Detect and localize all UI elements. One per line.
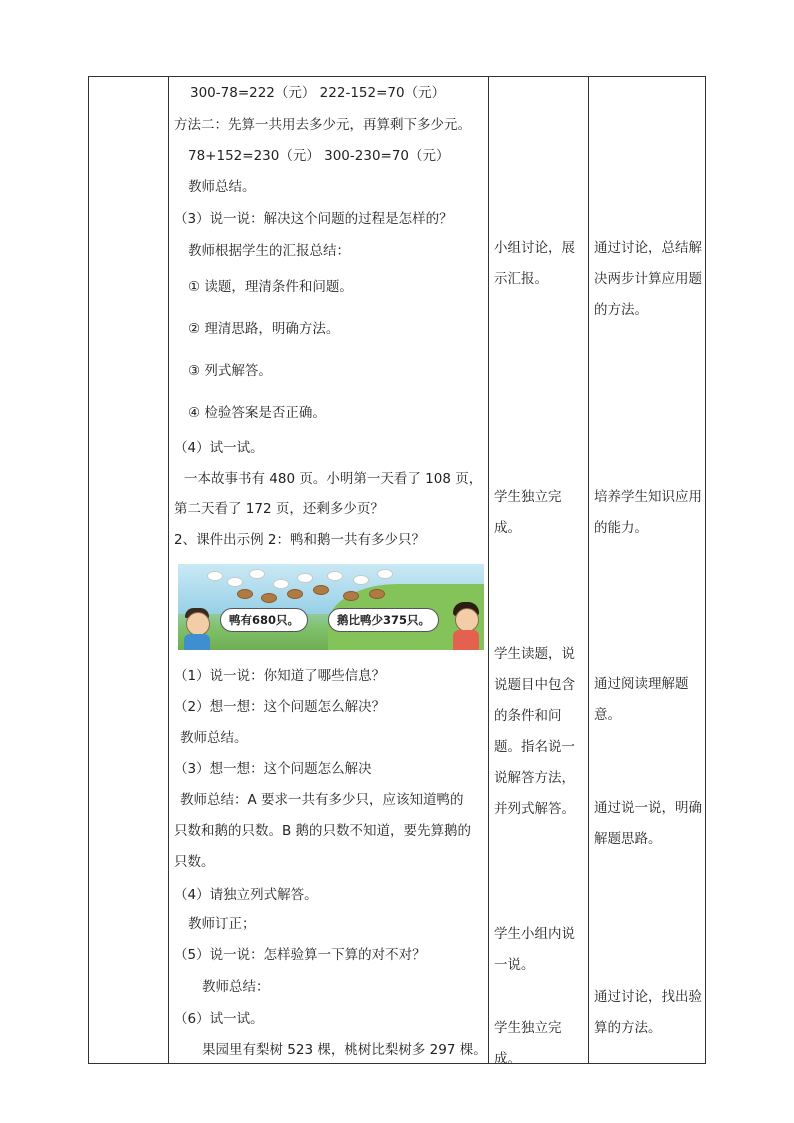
exercise-text-1: 一本故事书有 480 页。小明第一天看了 108 页， bbox=[184, 471, 483, 487]
goose-icon bbox=[274, 580, 288, 588]
summary-step-1: ① 读题，理清条件和问题。 bbox=[188, 279, 353, 295]
goose-icon bbox=[354, 576, 368, 584]
girl-icon bbox=[455, 608, 479, 632]
speech-bubble-geese: 鹅比鸭少375只。 bbox=[328, 608, 439, 632]
design-purpose-5: 通过讨论，找出验算的方法。 bbox=[594, 989, 702, 1036]
method-two-text: 方法二：先算一共用去多少元，再算剩下多少元。 bbox=[174, 117, 471, 133]
design-purpose-1: 通过讨论，总结解决两步计算应用题的方法。 bbox=[594, 240, 702, 318]
duck-icon bbox=[262, 594, 276, 602]
teacher-summary-b: 只数和鹅的只数。B 鹅的只数不知道，要先算鹅的 bbox=[174, 823, 472, 839]
goose-icon bbox=[378, 570, 392, 578]
duck-icon bbox=[344, 592, 358, 600]
step-5-prompt: （5）说一说：怎样验算一下算的对不对？ bbox=[174, 947, 426, 963]
step-3-prompt: （3）说一说：解决这个问题的过程是怎样的？ bbox=[174, 211, 453, 227]
teacher-summary-2: 教师总结： bbox=[202, 979, 270, 995]
step-4-prompt: （4）请独立列式解答。 bbox=[174, 887, 318, 903]
design-purpose-4: 通过说一说，明确解题思路。 bbox=[594, 800, 702, 847]
exercise-text-3: 果园里有梨树 523 棵，桃树比梨树多 297 棵。 bbox=[202, 1042, 487, 1058]
goose-icon bbox=[328, 572, 342, 580]
goose-icon bbox=[298, 574, 312, 582]
example-2-title: 2、课件出示例 2：鸭和鹅一共有多少只？ bbox=[174, 532, 425, 548]
speech-bubble-ducks: 鸭有680只。 bbox=[220, 608, 308, 632]
goose-icon bbox=[250, 570, 264, 578]
girl-shirt bbox=[453, 630, 479, 650]
teacher-summary-intro: 教师根据学生的汇报总结： bbox=[188, 243, 350, 259]
step-1-prompt: （1）说一说：你知道了哪些信息？ bbox=[174, 668, 386, 684]
column-divider bbox=[168, 76, 169, 1064]
goose-icon bbox=[208, 572, 222, 580]
design-purpose-2: 培养学生知识应用的能力。 bbox=[594, 489, 702, 536]
teacher-correction: 教师订正； bbox=[188, 916, 256, 932]
try-it-heading: （4）试一试。 bbox=[174, 440, 264, 456]
student-activity-1: 小组讨论，展示汇报。 bbox=[494, 240, 575, 287]
step-2-prompt: （2）想一想：这个问题怎么解决？ bbox=[174, 699, 386, 715]
student-activity-5: 学生独立完成。 bbox=[494, 1020, 562, 1067]
exercise-text-2: 第二天看了 172 页，还剩多少页？ bbox=[174, 501, 384, 517]
student-activity-4: 学生小组内说一说。 bbox=[494, 926, 575, 973]
teacher-summary: 教师总结。 bbox=[188, 179, 256, 195]
boy-shirt bbox=[184, 634, 210, 650]
student-activity-3: 学生读题，说说题目中包含的条件和问题。指名说一说解答方法，并列式解答。 bbox=[494, 646, 575, 817]
calc-line-method2: 78+152=230（元） 300-230=70（元） bbox=[188, 148, 450, 164]
teacher-summary-a: 教师总结：A 要求一共有多少只，应该知道鸭的 bbox=[180, 792, 464, 808]
goose-icon bbox=[228, 578, 242, 586]
duck-icon bbox=[370, 590, 384, 598]
duck-icon bbox=[238, 590, 252, 598]
column-divider bbox=[488, 76, 489, 1064]
summary-step-3: ③ 列式解答。 bbox=[188, 363, 272, 379]
duck-icon bbox=[314, 586, 328, 594]
student-activity-2: 学生独立完成。 bbox=[494, 489, 562, 536]
teacher-summary-c: 只数。 bbox=[174, 854, 215, 870]
summary-step-4: ④ 检验答案是否正确。 bbox=[188, 405, 326, 421]
duck-icon bbox=[288, 590, 302, 598]
column-divider bbox=[588, 76, 589, 1064]
boy-icon bbox=[186, 612, 210, 636]
step-6-prompt: （6）试一试。 bbox=[174, 1011, 264, 1027]
summary-step-2: ② 理清思路，明确方法。 bbox=[188, 321, 340, 337]
calc-line-method1: 300-78=222（元） 222-152=70（元） bbox=[190, 85, 446, 101]
step-3-prompt-b: （3）想一想：这个问题怎么解决 bbox=[174, 761, 372, 777]
teacher-summary: 教师总结。 bbox=[180, 730, 248, 746]
ducks-geese-illustration bbox=[178, 564, 484, 650]
design-purpose-3: 通过阅读理解题意。 bbox=[594, 676, 689, 723]
